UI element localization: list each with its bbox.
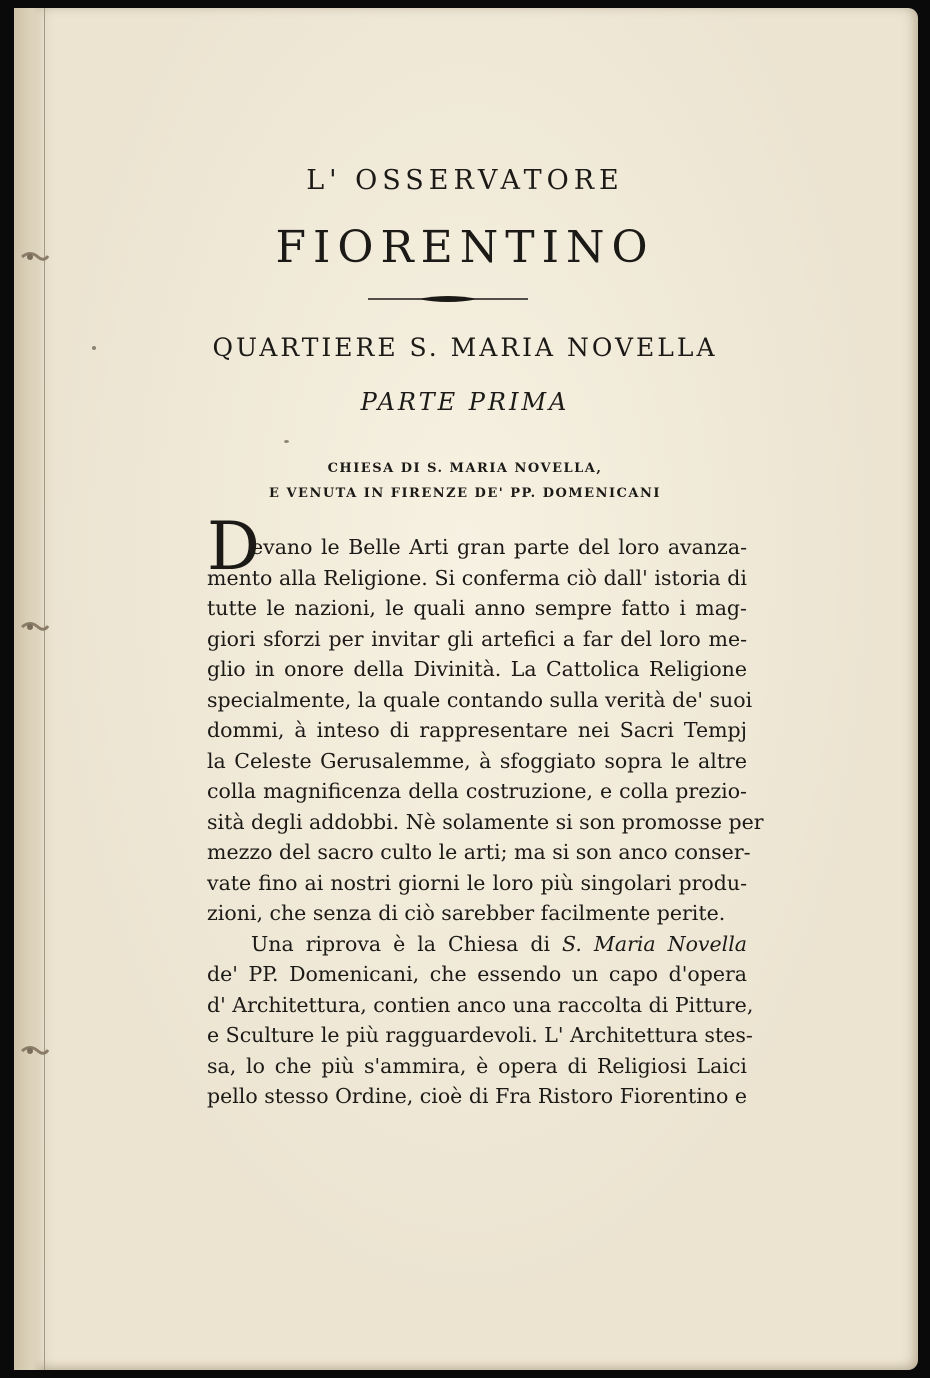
chapter-heading-line2: E VENUTA IN FIRENZE DE' PP. DOMENICANI — [269, 486, 661, 501]
text-fragment: Una riprova è la Chiesa di — [251, 931, 551, 956]
journal-title-line1: L' OSSERVATORE — [306, 165, 624, 196]
text-line: d' Architettura, contien anco una raccolta di Pitture, — [207, 992, 754, 1017]
text-line: de' PP. Domenicani, che essendo un capo d'opera — [207, 962, 747, 986]
text-line: dommi, à inteso di rappresentare nei Sacri Tempj — [207, 718, 747, 742]
text-line: mento alla Religione. Si conferma ciò dall' istoria di — [207, 565, 747, 590]
text-line: la Celeste Gerusalemme, à sfoggiato sopra le altre — [207, 748, 747, 773]
text-line: e Sculture le più ragguardevoli. L' Architettura stes- — [207, 1023, 753, 1047]
text-line: giori sforzi per invitar gli artefici a far del loro me- — [207, 626, 747, 651]
text-line: tutte le nazioni, le quali anno sempre fatto i mag- — [207, 596, 747, 620]
text-line: glio in onore della Divinità. La Cattolica Religione — [207, 657, 747, 681]
text-line: mezzo del sacro culto le arti; ma si son anco conser- — [207, 840, 751, 864]
journal-title-line2: FIORENTINO — [275, 222, 655, 273]
text-line — [207, 929, 747, 960]
text-line: sità degli addobbi. Nè solamente si son promosse per — [207, 809, 764, 834]
text-line: evano le Belle Arti gran parte del loro avanza- — [251, 535, 747, 559]
body-text — [207, 532, 764, 1112]
quarter-heading: QUARTIERE S. MARIA NOVELLA — [212, 333, 718, 362]
text-line: colla magnificenza della costruzione, e colla prezio- — [207, 779, 747, 803]
text-line: pello stesso Ordine, cioè di Fra Ristoro Fiorentino e — [207, 1084, 747, 1108]
text-line: sa, lo che più s'ammira, è opera di Religiosi Laici — [207, 1053, 747, 1078]
text-line: vate fino ai nostri giorni le loro più singolari produ- — [207, 870, 747, 895]
drop-cap: D — [207, 508, 260, 585]
ornamental-rule — [368, 292, 528, 306]
italic-place-name: S. Maria Novella — [562, 931, 747, 956]
text-line: specialmente, la quale contando sulla verità de' suoi — [207, 687, 753, 712]
text-line: zioni, che senza di ciò sarebber facilmente perite. — [207, 901, 726, 925]
part-heading: PARTE PRIMA — [360, 388, 570, 416]
chapter-heading-line1: CHIESA DI S. MARIA NOVELLA, — [327, 461, 603, 476]
